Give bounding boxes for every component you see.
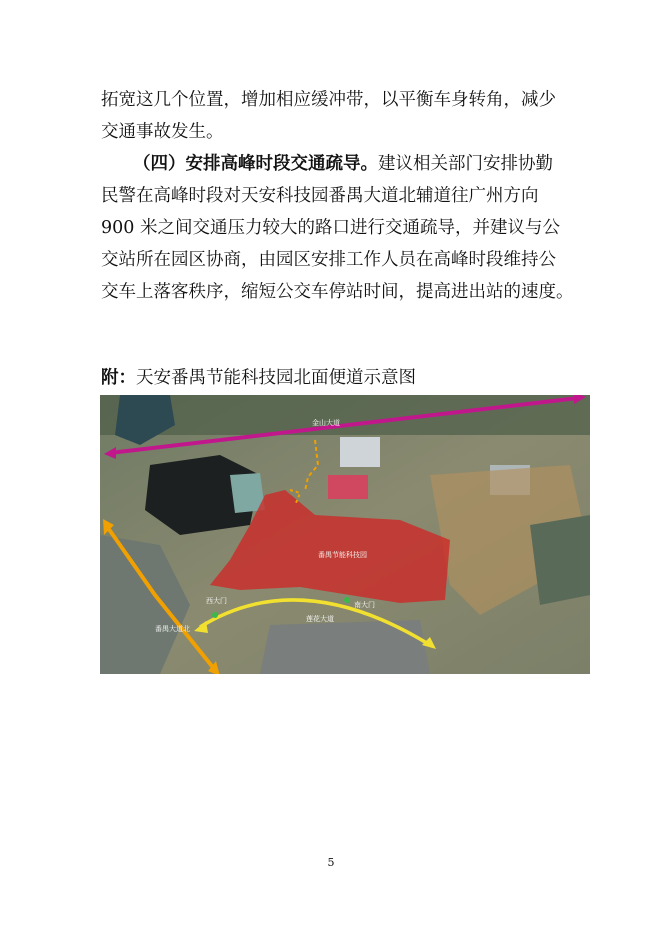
map-svg — [100, 395, 590, 674]
paragraph-line-1: 拓宽这几个位置，增加相应缓冲带，以平衡车身转角，减少 — [101, 90, 556, 110]
top-road-label: 金山大道 — [312, 419, 340, 427]
south-gate-label: 南大门 — [354, 601, 375, 609]
south-urban-area — [260, 620, 430, 674]
caption-label: 附： — [101, 368, 136, 388]
west-gate-label: 西大门 — [206, 597, 227, 605]
page-number: 5 — [327, 856, 335, 869]
red-roof-building — [328, 475, 368, 499]
panyu-road-label: 番禺大道北 — [155, 625, 190, 633]
paragraph-line-5: 900 米之间交通压力较大的路口进行交通疏导，并建议与公 — [101, 218, 560, 238]
section-heading-continuation: 建议相关部门安排协勤 — [378, 154, 553, 174]
paragraph-line-4: 民警在高峰时段对天安科技园番禺大道北辅道往广州方向 — [101, 186, 539, 206]
park-label: 番禺节能科技园 — [318, 551, 367, 559]
south-gate-marker — [344, 597, 350, 603]
top-vegetation — [100, 395, 590, 435]
warehouse-roof — [340, 437, 380, 467]
section-heading-line — [133, 152, 553, 176]
caption-text: 天安番禺节能科技园北面便道示意图 — [136, 368, 416, 388]
figure-caption — [101, 366, 416, 390]
paragraph-line-2: 交通事故发生。 — [101, 122, 224, 142]
west-gate-marker — [212, 612, 218, 618]
lianhua-road-label: 莲花大道 — [306, 615, 334, 623]
paragraph-line-7: 交车上落客秩序，缩短公交车停站时间，提高进出站的速度。 — [101, 282, 574, 302]
paragraph-line-6: 交站所在园区协商，由园区安排工作人员在高峰时段维持公 — [101, 250, 556, 270]
section-heading: （四）安排高峰时段交通疏导。 — [133, 154, 378, 174]
east-vegetation — [530, 515, 590, 605]
satellite-map-figure — [100, 395, 590, 674]
